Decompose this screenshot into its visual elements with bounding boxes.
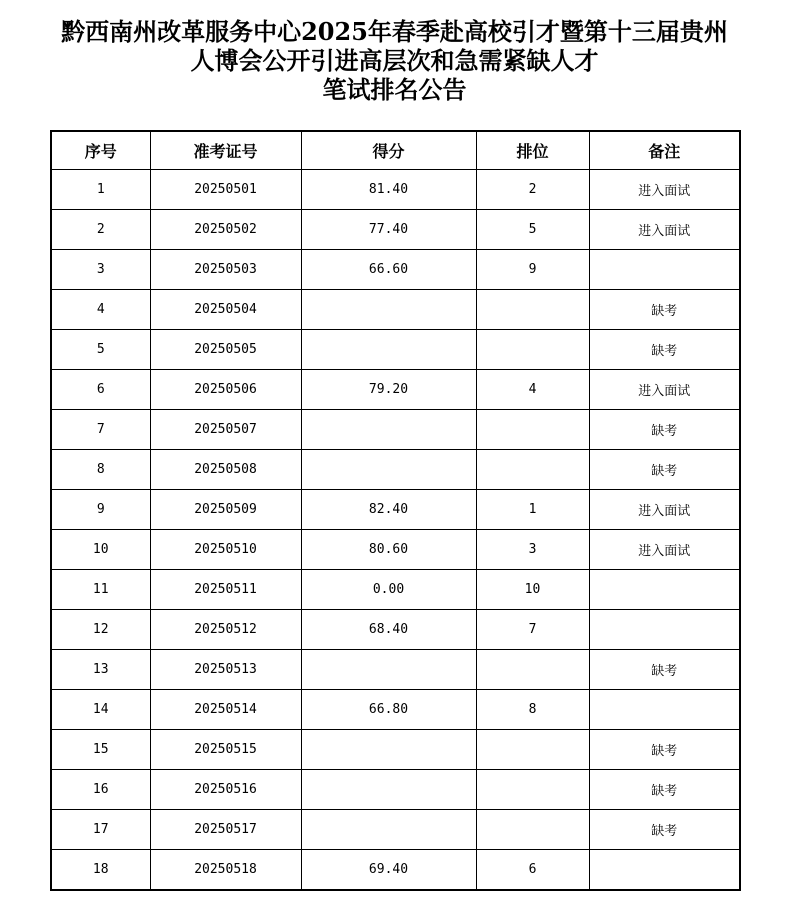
table-row	[51, 410, 740, 450]
cell-remarks: 缺考	[589, 450, 740, 490]
cell-remarks	[589, 610, 740, 650]
cell-rank: 8	[476, 690, 589, 730]
cell-exam-ticket-number: 20250513	[150, 650, 301, 690]
cell-rank	[476, 770, 589, 810]
table-row	[51, 730, 740, 770]
table-row	[51, 250, 740, 290]
cell-rank: 2	[476, 170, 589, 210]
cell-exam-ticket-number: 20250516	[150, 770, 301, 810]
cell-exam-ticket-number: 20250511	[150, 570, 301, 610]
cell-serial-number: 12	[51, 610, 150, 650]
cell-exam-ticket-number: 20250504	[150, 290, 301, 330]
cell-rank: 6	[476, 850, 589, 891]
cell-remarks	[589, 690, 740, 730]
table-row	[51, 530, 740, 570]
cell-remarks: 缺考	[589, 410, 740, 450]
cell-remarks: 进入面试	[589, 210, 740, 250]
cell-serial-number: 15	[51, 730, 150, 770]
cell-score: 79.20	[301, 370, 476, 410]
title-line-2: 人博会公开引进高层次和急需紧缺人才	[190, 46, 599, 75]
cell-serial-number: 7	[51, 410, 150, 450]
cell-rank: 3	[476, 530, 589, 570]
cell-rank: 9	[476, 250, 589, 290]
cell-remarks	[589, 850, 740, 891]
cell-score: 82.40	[301, 490, 476, 530]
table-row	[51, 690, 740, 730]
cell-remarks: 缺考	[589, 810, 740, 850]
cell-serial-number: 3	[51, 250, 150, 290]
cell-exam-ticket-number: 20250510	[150, 530, 301, 570]
cell-rank	[476, 290, 589, 330]
cell-score: 80.60	[301, 530, 476, 570]
cell-serial-number: 6	[51, 370, 150, 410]
cell-remarks: 进入面试	[589, 490, 740, 530]
cell-serial-number: 1	[51, 170, 150, 210]
cell-serial-number: 14	[51, 690, 150, 730]
cell-remarks	[589, 570, 740, 610]
cell-serial-number: 18	[51, 850, 150, 891]
table-row	[51, 210, 740, 250]
table-row	[51, 290, 740, 330]
cell-serial-number: 2	[51, 210, 150, 250]
header-score: 得分	[301, 131, 476, 170]
cell-remarks: 进入面试	[589, 530, 740, 570]
ranking-table	[50, 130, 741, 891]
cell-rank	[476, 450, 589, 490]
cell-exam-ticket-number: 20250506	[150, 370, 301, 410]
cell-score: 68.40	[301, 610, 476, 650]
header-rank: 排位	[476, 131, 589, 170]
table-row	[51, 490, 740, 530]
cell-score	[301, 650, 476, 690]
cell-serial-number: 5	[51, 330, 150, 370]
cell-score	[301, 770, 476, 810]
cell-remarks: 缺考	[589, 730, 740, 770]
cell-remarks: 缺考	[589, 330, 740, 370]
table-row	[51, 330, 740, 370]
table-row	[51, 810, 740, 850]
cell-serial-number: 11	[51, 570, 150, 610]
cell-exam-ticket-number: 20250518	[150, 850, 301, 891]
cell-rank	[476, 730, 589, 770]
cell-rank: 5	[476, 210, 589, 250]
cell-serial-number: 16	[51, 770, 150, 810]
cell-score: 0.00	[301, 570, 476, 610]
table-row	[51, 650, 740, 690]
cell-exam-ticket-number: 20250508	[150, 450, 301, 490]
cell-rank	[476, 330, 589, 370]
cell-remarks: 缺考	[589, 650, 740, 690]
cell-score	[301, 330, 476, 370]
cell-remarks: 缺考	[589, 290, 740, 330]
cell-score	[301, 810, 476, 850]
cell-rank: 1	[476, 490, 589, 530]
header-serial-number: 序号	[51, 131, 150, 170]
cell-exam-ticket-number: 20250517	[150, 810, 301, 850]
cell-rank	[476, 410, 589, 450]
table-row	[51, 170, 740, 210]
cell-exam-ticket-number: 20250509	[150, 490, 301, 530]
cell-score: 66.60	[301, 250, 476, 290]
header-remarks: 备注	[589, 131, 740, 170]
table-header-row	[51, 131, 740, 170]
cell-exam-ticket-number: 20250502	[150, 210, 301, 250]
cell-exam-ticket-number: 20250507	[150, 410, 301, 450]
cell-remarks: 进入面试	[589, 370, 740, 410]
cell-serial-number: 8	[51, 450, 150, 490]
table-body	[51, 170, 740, 891]
table-row	[51, 850, 740, 891]
table-row	[51, 610, 740, 650]
cell-serial-number: 10	[51, 530, 150, 570]
cell-rank: 4	[476, 370, 589, 410]
cell-rank	[476, 650, 589, 690]
cell-rank: 10	[476, 570, 589, 610]
cell-score: 81.40	[301, 170, 476, 210]
title-line-3: 笔试排名公告	[322, 75, 467, 104]
cell-score: 66.80	[301, 690, 476, 730]
cell-serial-number: 17	[51, 810, 150, 850]
cell-score	[301, 410, 476, 450]
title-line-1: 黔西南州改革服务中心2025年春季赴高校引才暨第十三届贵州	[61, 17, 728, 46]
page-title	[0, 17, 789, 104]
cell-exam-ticket-number: 20250515	[150, 730, 301, 770]
cell-score	[301, 290, 476, 330]
table-row	[51, 450, 740, 490]
cell-score	[301, 450, 476, 490]
table-row	[51, 370, 740, 410]
cell-exam-ticket-number: 20250503	[150, 250, 301, 290]
cell-score: 69.40	[301, 850, 476, 891]
cell-exam-ticket-number: 20250514	[150, 690, 301, 730]
table-row	[51, 770, 740, 810]
cell-exam-ticket-number: 20250512	[150, 610, 301, 650]
cell-exam-ticket-number: 20250505	[150, 330, 301, 370]
cell-remarks: 进入面试	[589, 170, 740, 210]
cell-serial-number: 9	[51, 490, 150, 530]
cell-score: 77.40	[301, 210, 476, 250]
cell-exam-ticket-number: 20250501	[150, 170, 301, 210]
cell-serial-number: 4	[51, 290, 150, 330]
cell-rank: 7	[476, 610, 589, 650]
cell-remarks	[589, 250, 740, 290]
cell-score	[301, 730, 476, 770]
cell-serial-number: 13	[51, 650, 150, 690]
cell-remarks: 缺考	[589, 770, 740, 810]
table-row	[51, 570, 740, 610]
header-exam-ticket-number: 准考证号	[150, 131, 301, 170]
cell-rank	[476, 810, 589, 850]
